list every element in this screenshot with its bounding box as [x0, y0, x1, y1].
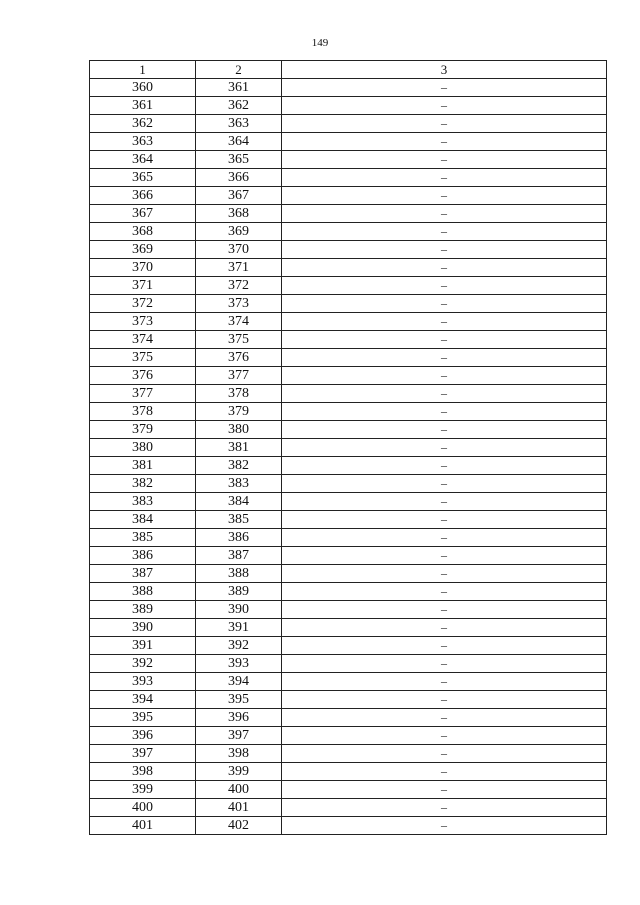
table-cell-col-1: 374 — [90, 331, 196, 349]
table-row — [90, 421, 607, 439]
table-cell-col-3: – — [282, 259, 607, 277]
table-cell-col-2: 373 — [196, 295, 282, 313]
table-cell-col-2: 361 — [196, 79, 282, 97]
table-row — [90, 151, 607, 169]
table-cell-col-2: 388 — [196, 565, 282, 583]
table-cell-col-1: 389 — [90, 601, 196, 619]
table-cell-col-2: 385 — [196, 511, 282, 529]
table-cell-col-2: 398 — [196, 745, 282, 763]
table-cell-col-1: 384 — [90, 511, 196, 529]
table-cell-col-3: – — [282, 97, 607, 115]
table-cell-col-2: 390 — [196, 601, 282, 619]
table-row — [90, 709, 607, 727]
table-cell-col-3: – — [282, 475, 607, 493]
table-cell-col-3: – — [282, 313, 607, 331]
table-cell-col-1: 361 — [90, 97, 196, 115]
table-cell-col-1: 381 — [90, 457, 196, 475]
table-cell-col-3: – — [282, 385, 607, 403]
table-cell-col-1: 382 — [90, 475, 196, 493]
table-cell-col-3: – — [282, 79, 607, 97]
table-row — [90, 727, 607, 745]
table-row — [90, 97, 607, 115]
table-cell-col-1: 391 — [90, 637, 196, 655]
table-cell-col-2: 382 — [196, 457, 282, 475]
table-row — [90, 781, 607, 799]
table-cell-col-3: – — [282, 655, 607, 673]
table-cell-col-2: 364 — [196, 133, 282, 151]
table-cell-col-2: 402 — [196, 817, 282, 835]
table-cell-col-3: – — [282, 817, 607, 835]
table-cell-col-1: 378 — [90, 403, 196, 421]
table-cell-col-2: 370 — [196, 241, 282, 259]
table-row — [90, 367, 607, 385]
table-cell-col-3: – — [282, 511, 607, 529]
table-row — [90, 547, 607, 565]
column-header-2: 2 — [196, 61, 282, 79]
table-row — [90, 583, 607, 601]
table-row — [90, 601, 607, 619]
table-cell-col-1: 373 — [90, 313, 196, 331]
table-cell-col-3: – — [282, 763, 607, 781]
table-cell-col-2: 368 — [196, 205, 282, 223]
table-cell-col-1: 396 — [90, 727, 196, 745]
table-cell-col-1: 379 — [90, 421, 196, 439]
table-cell-col-1: 397 — [90, 745, 196, 763]
table-row — [90, 187, 607, 205]
table-cell-col-3: – — [282, 439, 607, 457]
table-row — [90, 133, 607, 151]
table-cell-col-1: 393 — [90, 673, 196, 691]
table-row — [90, 277, 607, 295]
table-cell-col-3: – — [282, 187, 607, 205]
table-cell-col-2: 366 — [196, 169, 282, 187]
table-row — [90, 817, 607, 835]
table-cell-col-3: – — [282, 403, 607, 421]
table-row — [90, 403, 607, 421]
table-cell-col-3: – — [282, 727, 607, 745]
table-cell-col-2: 377 — [196, 367, 282, 385]
table-cell-col-3: – — [282, 637, 607, 655]
table-cell-col-3: – — [282, 421, 607, 439]
table-cell-col-1: 395 — [90, 709, 196, 727]
table-cell-col-3: – — [282, 205, 607, 223]
table-cell-col-3: – — [282, 619, 607, 637]
table-cell-col-1: 385 — [90, 529, 196, 547]
table-cell-col-3: – — [282, 241, 607, 259]
page-number: 149 — [311, 37, 329, 49]
table-row — [90, 799, 607, 817]
table-cell-col-3: – — [282, 367, 607, 385]
table-cell-col-2: 395 — [196, 691, 282, 709]
table-cell-col-2: 400 — [196, 781, 282, 799]
table-cell-col-3: – — [282, 529, 607, 547]
table-row — [90, 637, 607, 655]
table-row — [90, 655, 607, 673]
table-cell-col-2: 362 — [196, 97, 282, 115]
table-row — [90, 619, 607, 637]
data-table-container — [89, 60, 607, 835]
table-cell-col-3: – — [282, 295, 607, 313]
table-cell-col-1: 376 — [90, 367, 196, 385]
table-cell-col-1: 398 — [90, 763, 196, 781]
table-cell-col-2: 371 — [196, 259, 282, 277]
table-cell-col-2: 372 — [196, 277, 282, 295]
table-row — [90, 565, 607, 583]
table-cell-col-1: 364 — [90, 151, 196, 169]
table-row — [90, 115, 607, 133]
table-cell-col-3: – — [282, 331, 607, 349]
table-cell-col-1: 372 — [90, 295, 196, 313]
table-cell-col-1: 369 — [90, 241, 196, 259]
table-cell-col-1: 401 — [90, 817, 196, 835]
table-cell-col-2: 379 — [196, 403, 282, 421]
table-cell-col-1: 371 — [90, 277, 196, 295]
column-header-1: 1 — [90, 61, 196, 79]
table-row — [90, 745, 607, 763]
table-cell-col-3: – — [282, 565, 607, 583]
table-cell-col-2: 386 — [196, 529, 282, 547]
table-row — [90, 205, 607, 223]
table-cell-col-3: – — [282, 583, 607, 601]
table-cell-col-2: 391 — [196, 619, 282, 637]
table-cell-col-1: 367 — [90, 205, 196, 223]
table-cell-col-1: 370 — [90, 259, 196, 277]
table-row — [90, 457, 607, 475]
table-cell-col-2: 399 — [196, 763, 282, 781]
table-row — [90, 331, 607, 349]
table-cell-col-1: 392 — [90, 655, 196, 673]
table-cell-col-3: – — [282, 169, 607, 187]
table-cell-col-2: 374 — [196, 313, 282, 331]
table-cell-col-1: 363 — [90, 133, 196, 151]
table-row — [90, 691, 607, 709]
table-cell-col-2: 384 — [196, 493, 282, 511]
table-cell-col-2: 378 — [196, 385, 282, 403]
table-cell-col-3: – — [282, 781, 607, 799]
table-cell-col-1: 360 — [90, 79, 196, 97]
table-cell-col-1: 387 — [90, 565, 196, 583]
table-row — [90, 511, 607, 529]
table-row — [90, 763, 607, 781]
column-header-3: 3 — [282, 61, 607, 79]
table-cell-col-2: 392 — [196, 637, 282, 655]
table-row — [90, 385, 607, 403]
data-table — [89, 60, 607, 835]
table-cell-col-1: 375 — [90, 349, 196, 367]
table-cell-col-1: 399 — [90, 781, 196, 799]
table-row — [90, 223, 607, 241]
table-cell-col-3: – — [282, 349, 607, 367]
table-cell-col-2: 375 — [196, 331, 282, 349]
table-row — [90, 169, 607, 187]
table-row — [90, 295, 607, 313]
table-cell-col-1: 386 — [90, 547, 196, 565]
table-cell-col-3: – — [282, 277, 607, 295]
table-row — [90, 241, 607, 259]
table-row — [90, 439, 607, 457]
table-cell-col-1: 380 — [90, 439, 196, 457]
table-cell-col-3: – — [282, 799, 607, 817]
table-header — [90, 61, 607, 79]
table-cell-col-2: 367 — [196, 187, 282, 205]
table-cell-col-2: 396 — [196, 709, 282, 727]
table-cell-col-2: 381 — [196, 439, 282, 457]
table-cell-col-2: 394 — [196, 673, 282, 691]
table-cell-col-3: – — [282, 691, 607, 709]
table-cell-col-2: 389 — [196, 583, 282, 601]
table-cell-col-2: 387 — [196, 547, 282, 565]
table-cell-col-2: 401 — [196, 799, 282, 817]
table-row — [90, 673, 607, 691]
table-cell-col-2: 383 — [196, 475, 282, 493]
table-cell-col-1: 394 — [90, 691, 196, 709]
table-row — [90, 313, 607, 331]
table-cell-col-3: – — [282, 223, 607, 241]
table-body — [90, 79, 607, 835]
table-cell-col-2: 397 — [196, 727, 282, 745]
table-cell-col-3: – — [282, 547, 607, 565]
table-cell-col-3: – — [282, 601, 607, 619]
table-cell-col-3: – — [282, 709, 607, 727]
table-cell-col-1: 366 — [90, 187, 196, 205]
table-cell-col-2: 369 — [196, 223, 282, 241]
table-cell-col-3: – — [282, 133, 607, 151]
table-row — [90, 349, 607, 367]
table-cell-col-3: – — [282, 115, 607, 133]
table-cell-col-3: – — [282, 493, 607, 511]
table-cell-col-1: 383 — [90, 493, 196, 511]
table-cell-col-1: 377 — [90, 385, 196, 403]
table-cell-col-3: – — [282, 745, 607, 763]
table-row — [90, 493, 607, 511]
table-cell-col-2: 380 — [196, 421, 282, 439]
table-row — [90, 79, 607, 97]
table-cell-col-2: 376 — [196, 349, 282, 367]
table-cell-col-2: 393 — [196, 655, 282, 673]
table-cell-col-2: 363 — [196, 115, 282, 133]
table-header-row — [90, 61, 607, 79]
table-cell-col-1: 365 — [90, 169, 196, 187]
table-row — [90, 259, 607, 277]
table-cell-col-1: 368 — [90, 223, 196, 241]
table-cell-col-1: 362 — [90, 115, 196, 133]
table-cell-col-3: – — [282, 457, 607, 475]
table-cell-col-3: – — [282, 673, 607, 691]
table-cell-col-1: 400 — [90, 799, 196, 817]
table-cell-col-1: 388 — [90, 583, 196, 601]
table-cell-col-1: 390 — [90, 619, 196, 637]
table-row — [90, 529, 607, 547]
table-cell-col-3: – — [282, 151, 607, 169]
table-row — [90, 475, 607, 493]
table-cell-col-2: 365 — [196, 151, 282, 169]
